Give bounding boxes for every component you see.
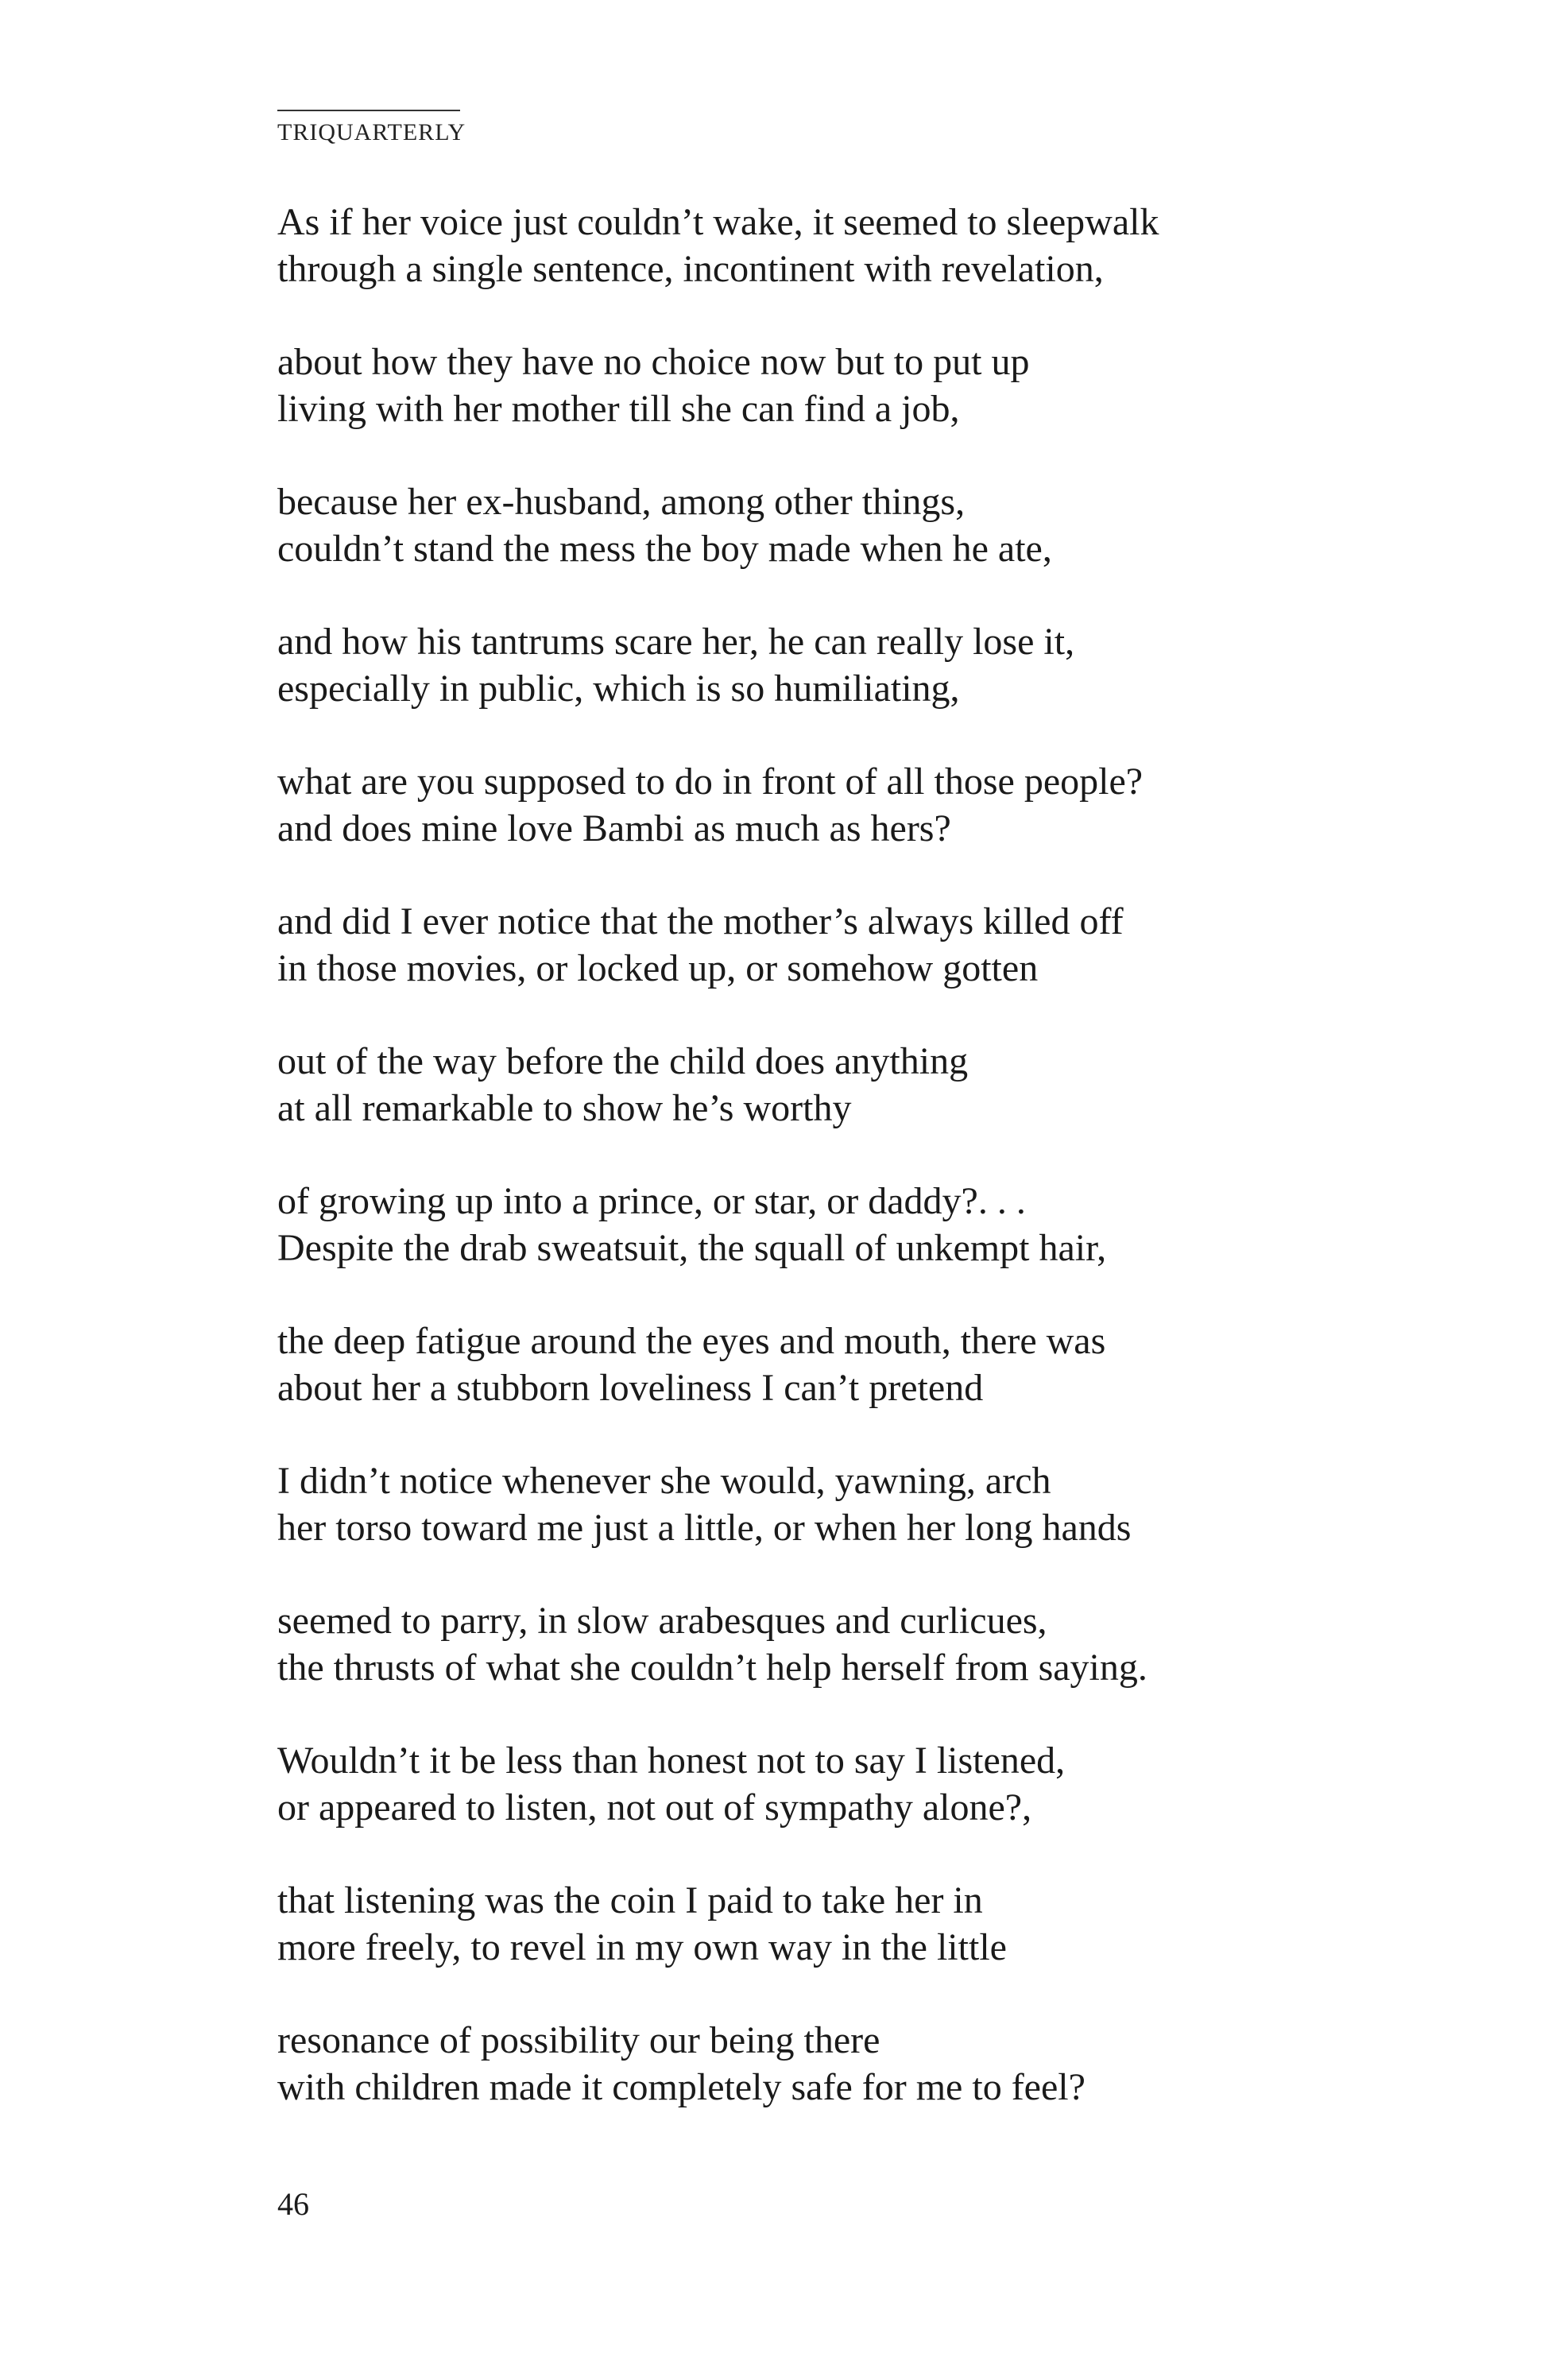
poem-line: of growing up into a prince, or star, or daddy?. . . <box>277 1180 1026 1222</box>
stanza <box>277 758 1374 852</box>
poem-line: and did I ever notice that the mother’s always killed off <box>277 900 1124 942</box>
poem-line: Wouldn’t it be less than honest not to say I listened, <box>277 1740 1066 1782</box>
header-rule <box>277 110 460 111</box>
poem-line: living with her mother till she can find a job, <box>277 388 960 430</box>
poem-body <box>277 199 1374 2157</box>
poem-line: in those movies, or locked up, or somehow gotten <box>277 947 1039 989</box>
poem-line: I didn’t notice whenever she would, yawning, arch <box>277 1460 1051 1502</box>
running-header: TRIQUARTERLY <box>277 119 466 145</box>
stanza <box>277 1457 1374 1551</box>
stanza <box>277 1597 1374 1691</box>
poem-line: As if her voice just couldn’t wake, it seemed to sleepwalk <box>277 201 1159 243</box>
stanza <box>277 199 1374 292</box>
poem-line: her torso toward me just a little, or when her long hands <box>277 1507 1132 1549</box>
stanza <box>277 478 1374 572</box>
stanza <box>277 1737 1374 1831</box>
stanza <box>277 1178 1374 1271</box>
stanza <box>277 1877 1374 1971</box>
poem-line: and how his tantrums scare her, he can really lose it, <box>277 621 1075 663</box>
stanza <box>277 1038 1374 1132</box>
poem-line: with children made it completely safe for me to feel? <box>277 2066 1086 2108</box>
poem-line: especially in public, which is so humiliating, <box>277 668 960 710</box>
poem-line: Despite the drab sweatsuit, the squall of unkempt hair, <box>277 1227 1107 1269</box>
poem-line: and does mine love Bambi as much as hers? <box>277 807 951 849</box>
poem-line: about her a stubborn loveliness I can’t pretend <box>277 1367 984 1409</box>
stanza <box>277 898 1374 992</box>
stanza <box>277 339 1374 432</box>
page-number: 46 <box>277 2186 309 2222</box>
poem-line: at all remarkable to show he’s worthy <box>277 1087 852 1129</box>
poem-line: more freely, to revel in my own way in the little <box>277 1926 1007 1968</box>
poem-line: through a single sentence, incontinent with revelation, <box>277 248 1104 290</box>
poem-line: resonance of possibility our being there <box>277 2019 880 2061</box>
poem-line: what are you supposed to do in front of all those people? <box>277 760 1144 803</box>
poem-line: the deep fatigue around the eyes and mouth, there was <box>277 1320 1106 1362</box>
poem-line: about how they have no choice now but to put up <box>277 341 1030 383</box>
poem-line: out of the way before the child does anything <box>277 1040 969 1082</box>
poem-line: seemed to parry, in slow arabesques and curlicues, <box>277 1600 1047 1642</box>
poem-line: the thrusts of what she couldn’t help herself from saying. <box>277 1647 1147 1689</box>
poem-line: because her ex-husband, among other things, <box>277 481 966 523</box>
poem-line: or appeared to listen, not out of sympathy alone?, <box>277 1786 1032 1829</box>
poem-line: that listening was the coin I paid to take her in <box>277 1879 983 1921</box>
poem-line: couldn’t stand the mess the boy made when he ate, <box>277 528 1052 570</box>
stanza <box>277 1318 1374 1411</box>
stanza <box>277 2017 1374 2111</box>
stanza <box>277 618 1374 712</box>
